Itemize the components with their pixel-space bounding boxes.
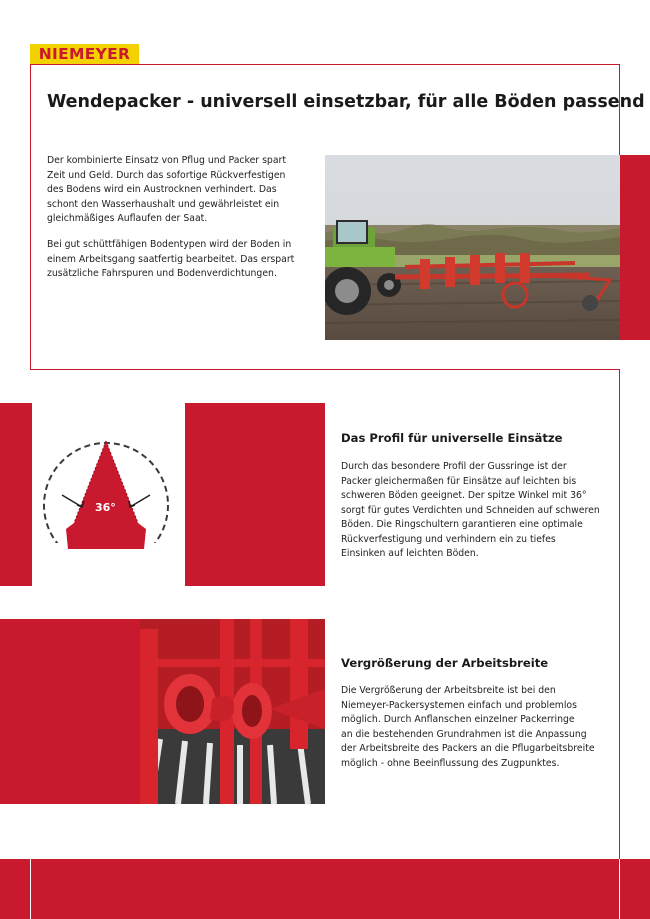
- profile-line: Durch das besondere Profil der Gussringe ist der: [341, 461, 567, 472]
- frame-left-line: [30, 64, 31, 370]
- width-line: möglich. Durch Anflanschen einzelner Packerringe: [341, 714, 575, 725]
- intro-line: zusätzliche Fahrspuren und Bodenverdichtungen.: [47, 268, 277, 279]
- intro-line: gleichmäßiges Auflaufen der Saat.: [47, 213, 208, 224]
- section-width-text: [341, 684, 595, 771]
- width-line: Die Vergrößerung der Arbeitsbreite ist bei den: [341, 685, 556, 696]
- profile-line: Packer gleichermaßen für Einsätze auf leichten bis: [341, 475, 577, 487]
- intro-paragraph-1: [47, 154, 286, 227]
- page-title: Wendepacker - universell einsetzbar, für alle Böden passend: [47, 92, 645, 112]
- packer-profile-diagram: [32, 403, 185, 586]
- profile-line: Böden. Die Ringschultern garantieren eine optimale: [341, 519, 583, 530]
- intro-line: schont den Wasserhaushalt und gewährleistet ein: [47, 198, 280, 210]
- packer-rings-photo: [140, 619, 325, 804]
- profile-line: sorgt für gutes Verdichten und Schneiden auf schweren: [341, 504, 600, 516]
- section-profile-text: [341, 460, 600, 562]
- brand-logo: [30, 44, 139, 64]
- profile-line: Rückverfestigung und verhindern ein zu tiefes: [341, 533, 556, 545]
- frame-right-line-2: [619, 369, 620, 859]
- bottom-frame-white-2: [619, 859, 620, 919]
- width-line: an die bestehenden Grundrahmen ist die Anpassung: [341, 728, 587, 740]
- intro-paragraph-2: [47, 238, 294, 282]
- frame-top-line: [30, 64, 620, 65]
- bottom-red-band: [0, 859, 650, 919]
- width-line: möglich - ohne Beeinflussung des Zugpunktes.: [341, 757, 560, 769]
- profile-line: schweren Böden geeignet. Der spitze Winkel mit 36°: [341, 490, 587, 501]
- tractor-plough-photo: [325, 155, 620, 340]
- intro-line: des Bodens wird ein Austrocknen verhindert. Das: [47, 184, 277, 195]
- width-line: Niemeyer-Packersystemen einfach und problemlos: [341, 699, 577, 711]
- intro-line: Der kombinierte Einsatz von Pflug und Packer spart: [47, 155, 286, 166]
- profile-line: Einsinken auf leichten Böden.: [341, 548, 479, 559]
- frame-mid-line: [30, 369, 620, 370]
- right-red-bar-top: [620, 155, 650, 340]
- section-profile-heading: Das Profil für universelle Einsätze: [341, 431, 563, 445]
- intro-line: Zeit und Geld. Durch das sofortige Rückverfestigen: [47, 169, 286, 181]
- left-red-band-width: [0, 619, 140, 804]
- intro-line: einem Arbeitsgang saatfertig bearbeitet. Das erspart: [47, 253, 295, 265]
- intro-line: Bei gut schüttfähigen Bodentypen wird der Boden in: [47, 239, 292, 250]
- bottom-frame-white: [30, 859, 31, 919]
- angle-label: 36°: [95, 501, 116, 514]
- width-line: der Arbeitsbreite des Packers an die Pflugarbeitsbreite: [341, 743, 595, 754]
- section-width-heading: Vergrößerung der Arbeitsbreite: [341, 656, 549, 670]
- brand-logo-text: NIEMEYER: [38, 45, 131, 63]
- white-block-below-photo: [30, 804, 325, 859]
